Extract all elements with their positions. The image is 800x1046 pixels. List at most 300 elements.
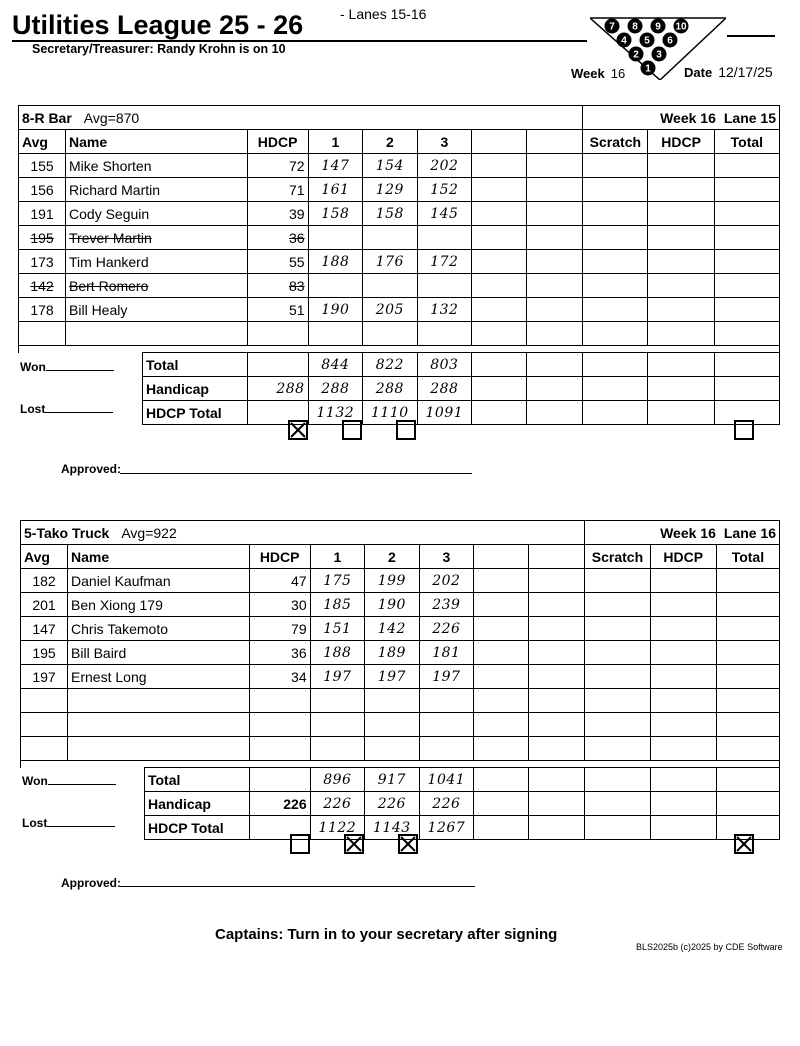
game3-score[interactable]: [419, 737, 474, 761]
scratch-hdcp-total-row[interactable]: [585, 816, 650, 840]
scratch-cell[interactable]: [585, 713, 650, 737]
total-cell[interactable]: [716, 689, 779, 713]
pin-6-label: 6: [667, 35, 673, 47]
table-row: [19, 154, 780, 178]
game2-score[interactable]: 176: [363, 250, 418, 274]
scratch-cell[interactable]: [585, 665, 650, 689]
total-cell[interactable]: [714, 298, 779, 322]
player-hdcp: 34: [249, 665, 310, 689]
game2-score[interactable]: 197: [365, 665, 420, 689]
table-row: [19, 274, 780, 298]
game2-hdcp-total-row[interactable]: 1143: [365, 816, 420, 840]
handicap-row-label: Handicap: [142, 377, 247, 401]
blank-cell: [472, 353, 527, 377]
scratch-total-row[interactable]: [583, 353, 648, 377]
player-hdcp: 39: [247, 202, 308, 226]
game1-score[interactable]: 158: [308, 202, 363, 226]
col-game3-header: 3: [417, 130, 472, 154]
col-scratch-header: Scratch: [585, 545, 650, 569]
game2-win-checkbox[interactable]: [342, 420, 362, 440]
scratch-cell[interactable]: [583, 322, 648, 346]
hdcp-hdcp-total-row[interactable]: [650, 816, 716, 840]
game3-total-row[interactable]: 1041: [419, 768, 474, 792]
game1-score[interactable]: 197: [310, 665, 365, 689]
game2-total-row[interactable]: 822: [363, 353, 418, 377]
team1-team-avg: Avg=870: [83, 109, 140, 126]
player-hdcp: 72: [247, 154, 308, 178]
team2-team-avg: Avg=922: [121, 524, 177, 541]
total-cell[interactable]: [714, 226, 779, 250]
blank-cell: [526, 274, 583, 298]
team1-won-label: Won: [20, 360, 114, 374]
game3-score[interactable]: 145: [417, 202, 472, 226]
table-row: [19, 322, 780, 346]
blank-cell: [472, 178, 527, 202]
total-cell[interactable]: [716, 593, 779, 617]
table-row: [19, 226, 780, 250]
col-game1-header: 1: [310, 545, 365, 569]
blank-cell: [474, 689, 529, 713]
player-avg: 173: [19, 250, 66, 274]
player-avg: [21, 713, 68, 737]
player-name: Cody Seguin: [66, 202, 248, 226]
col-blank-header: [474, 545, 529, 569]
player-avg: 142: [19, 274, 66, 298]
player-name: Trever Martin: [66, 226, 248, 250]
hdcp-cell[interactable]: [648, 322, 714, 346]
col-game2-header: 2: [365, 545, 420, 569]
player-name: Bert Romero: [66, 274, 248, 298]
col-blank-header: [472, 130, 527, 154]
scratch-cell[interactable]: [585, 593, 650, 617]
wl-space: [19, 377, 143, 401]
hdcp-cell[interactable]: [650, 713, 716, 737]
game2-score[interactable]: [365, 737, 420, 761]
total-cell[interactable]: [716, 713, 779, 737]
blank-cell: [526, 178, 583, 202]
blank-cell: [526, 298, 583, 322]
scratch-handicap-row[interactable]: [583, 377, 648, 401]
game3-score[interactable]: 197: [419, 665, 474, 689]
total-row: [19, 353, 780, 377]
pin-7-label: 7: [609, 21, 615, 33]
player-avg: 156: [19, 178, 66, 202]
blank-cell: [528, 569, 585, 593]
game1-score[interactable]: [308, 226, 363, 250]
game3-win-checkbox[interactable]: [398, 834, 418, 854]
total-cell[interactable]: [716, 737, 779, 761]
game3-total-row[interactable]: 803: [417, 353, 472, 377]
blank-cell: [526, 401, 583, 425]
game1-score[interactable]: 161: [308, 178, 363, 202]
league-title: Utilities League 25 - 26: [12, 10, 304, 40]
blank-cell: [472, 202, 527, 226]
scratch-cell[interactable]: [583, 154, 648, 178]
team2-scoresheet: [20, 520, 780, 840]
spacer-row: [21, 761, 780, 768]
game3-score[interactable]: 202: [417, 154, 472, 178]
total-win-checkbox[interactable]: [734, 420, 754, 440]
game3-score[interactable]: [417, 322, 472, 346]
blank-cell: [472, 401, 527, 425]
pin-4-label: 4: [621, 35, 627, 47]
total-cell[interactable]: [716, 569, 779, 593]
pin-8-label: 8: [632, 21, 638, 33]
team2-approved-line[interactable]: [120, 886, 475, 887]
player-avg: 147: [21, 617, 68, 641]
hdcp-total-row[interactable]: [650, 768, 716, 792]
game3-handicap-row[interactable]: 226: [419, 792, 474, 816]
hdcp-cell[interactable]: [648, 250, 714, 274]
blank-cell: [528, 689, 585, 713]
player-name: Tim Hankerd: [66, 250, 248, 274]
player-avg: [21, 737, 68, 761]
game1-hdcp-total-row[interactable]: 1132: [308, 401, 363, 425]
game1-score[interactable]: [308, 322, 363, 346]
captains-instruction: Captains: Turn in to your secretary after signing: [215, 926, 558, 943]
col-game2-header: 2: [363, 130, 418, 154]
hdcp-cell[interactable]: [648, 202, 714, 226]
week-value: 16: [610, 66, 626, 81]
blank-cell: [528, 792, 585, 816]
col-name-header: Name: [68, 545, 250, 569]
scratch-hdcp-total-row[interactable]: [583, 401, 648, 425]
game3-win-checkbox[interactable]: [396, 420, 416, 440]
table-row: [19, 298, 780, 322]
hdcp-total-row[interactable]: [648, 353, 714, 377]
game1-score[interactable]: [310, 737, 365, 761]
game1-total-row[interactable]: 844: [308, 353, 363, 377]
team1-week-lane: [583, 106, 780, 130]
wl-space: [21, 792, 145, 816]
blank-cell: [526, 226, 583, 250]
player-avg: 178: [19, 298, 66, 322]
game2-score[interactable]: [363, 274, 418, 298]
handicap-row-hdcp: 288: [247, 377, 308, 401]
player-avg: 191: [19, 202, 66, 226]
player-avg: 201: [21, 593, 68, 617]
blank-cell: [528, 641, 585, 665]
handicap-row: [21, 792, 780, 816]
table-row: [21, 617, 780, 641]
total-cell[interactable]: [716, 665, 779, 689]
blank-cell: [528, 617, 585, 641]
team1-team-header: [19, 106, 583, 130]
game1-score[interactable]: [310, 689, 365, 713]
team2-won-label: Won: [22, 774, 116, 788]
blank-cell: [472, 322, 527, 346]
check-x-icon: [736, 836, 752, 852]
col-hdcp-total-header: HDCP: [650, 545, 716, 569]
team1-scoresheet: [18, 105, 780, 425]
hdcp-cell[interactable]: [650, 641, 716, 665]
game1-score[interactable]: [308, 274, 363, 298]
player-name: Ernest Long: [68, 665, 250, 689]
total-handicap-row[interactable]: [716, 792, 779, 816]
game1-hdcp-total-row[interactable]: 1122: [310, 816, 365, 840]
game3-score[interactable]: [419, 713, 474, 737]
player-avg: 197: [21, 665, 68, 689]
game1-handicap-row[interactable]: 226: [310, 792, 365, 816]
total-cell[interactable]: [714, 202, 779, 226]
hdcp-cell[interactable]: [648, 226, 714, 250]
check-x-icon: [290, 422, 306, 438]
col-hdcp-header: HDCP: [247, 130, 308, 154]
col-blank-header: [526, 130, 583, 154]
game1-score[interactable]: 175: [310, 569, 365, 593]
game2-score[interactable]: [365, 713, 420, 737]
blank-cell: [474, 569, 529, 593]
game2-score[interactable]: 129: [363, 178, 418, 202]
scratch-cell[interactable]: [583, 298, 648, 322]
blank-cell: [528, 768, 585, 792]
game1-win-checkbox[interactable]: [288, 420, 308, 440]
blank-cell: [474, 816, 529, 840]
player-hdcp: 30: [249, 593, 310, 617]
game2-total-row[interactable]: 917: [365, 768, 420, 792]
col-total-header: Total: [716, 545, 779, 569]
scratch-cell[interactable]: [585, 641, 650, 665]
pin-10-label: 10: [675, 21, 687, 33]
blank-cell: [472, 154, 527, 178]
hdcp-total-row-label: HDCP Total: [144, 816, 249, 840]
pin-5-label: 5: [644, 35, 650, 47]
game2-score[interactable]: 154: [363, 154, 418, 178]
game2-score[interactable]: 189: [365, 641, 420, 665]
team2-lost-label: Lost: [22, 816, 115, 830]
blank-cell: [528, 737, 585, 761]
team1-approved-line[interactable]: [120, 473, 472, 474]
scratch-cell[interactable]: [585, 737, 650, 761]
table-row: [21, 713, 780, 737]
pin-2-label: 2: [633, 49, 639, 61]
hdcp-cell[interactable]: [648, 274, 714, 298]
hdcp-cell[interactable]: [650, 593, 716, 617]
game1-score[interactable]: 188: [308, 250, 363, 274]
team2-approved-label: Approved:: [61, 876, 121, 890]
game2-score[interactable]: 190: [365, 593, 420, 617]
game3-score[interactable]: [419, 689, 474, 713]
col-total-header: Total: [714, 130, 779, 154]
game2-handicap-row[interactable]: 226: [365, 792, 420, 816]
scratch-handicap-row[interactable]: [585, 792, 650, 816]
secretary-label: Secretary/Treasurer: Randy Krohn is on 10: [32, 42, 286, 56]
hdcp-hdcp-total-row[interactable]: [648, 401, 714, 425]
player-avg: 195: [21, 641, 68, 665]
total-cell[interactable]: [714, 322, 779, 346]
handicap-row-hdcp: 226: [249, 792, 310, 816]
pin-9-label: 9: [655, 21, 661, 33]
title-underline-right: [727, 35, 775, 37]
blank-cell: [528, 593, 585, 617]
hdcp-cell[interactable]: [648, 298, 714, 322]
table-row: [21, 689, 780, 713]
date-info: [684, 64, 773, 80]
blank-cell: [526, 202, 583, 226]
game1-win-checkbox[interactable]: [290, 834, 310, 854]
game1-handicap-row[interactable]: 288: [308, 377, 363, 401]
blank-cell: [472, 274, 527, 298]
scratch-cell[interactable]: [585, 617, 650, 641]
hdcp-cell[interactable]: [650, 737, 716, 761]
game2-score[interactable]: [363, 322, 418, 346]
blank-cell: [528, 713, 585, 737]
player-hdcp: [249, 713, 310, 737]
blank-cell: [472, 226, 527, 250]
player-hdcp: 55: [247, 250, 308, 274]
game3-hdcp-total-row[interactable]: 1267: [419, 816, 474, 840]
blank-cell: [528, 816, 585, 840]
player-hdcp: 36: [247, 226, 308, 250]
game2-score[interactable]: 142: [365, 617, 420, 641]
week-info: [571, 66, 625, 81]
player-hdcp: [247, 322, 308, 346]
game2-win-checkbox[interactable]: [344, 834, 364, 854]
total-cell[interactable]: [716, 641, 779, 665]
scratch-cell[interactable]: [585, 689, 650, 713]
total-total-row[interactable]: [714, 353, 779, 377]
game2-handicap-row[interactable]: 288: [363, 377, 418, 401]
game2-score[interactable]: [363, 226, 418, 250]
col-blank-header: [528, 545, 585, 569]
player-hdcp: 36: [249, 641, 310, 665]
hdcp-cell[interactable]: [650, 665, 716, 689]
player-hdcp: [249, 737, 310, 761]
blank-cell: [526, 250, 583, 274]
blank-cell: [526, 322, 583, 346]
player-hdcp: [249, 689, 310, 713]
hdcp-cell[interactable]: [648, 154, 714, 178]
blank-cell: [526, 154, 583, 178]
blank-cell: [472, 377, 527, 401]
player-avg: 195: [19, 226, 66, 250]
scratch-cell[interactable]: [583, 250, 648, 274]
player-avg: 155: [19, 154, 66, 178]
game3-score[interactable]: 202: [419, 569, 474, 593]
game3-score[interactable]: 226: [419, 617, 474, 641]
game3-handicap-row[interactable]: 288: [417, 377, 472, 401]
blank-cell: [474, 665, 529, 689]
scratch-total-row[interactable]: [585, 768, 650, 792]
game3-score[interactable]: [417, 226, 472, 250]
player-name: [66, 322, 248, 346]
col-name-header: Name: [66, 130, 248, 154]
team2-team-header: [21, 521, 585, 545]
total-cell[interactable]: [714, 274, 779, 298]
game2-score[interactable]: 158: [363, 202, 418, 226]
scratch-cell[interactable]: [583, 274, 648, 298]
scratch-cell[interactable]: [585, 569, 650, 593]
hdcp-cell[interactable]: [648, 178, 714, 202]
game3-score[interactable]: 172: [417, 250, 472, 274]
scratch-cell[interactable]: [583, 226, 648, 250]
total-cell[interactable]: [716, 617, 779, 641]
game3-score[interactable]: 152: [417, 178, 472, 202]
date-value: 12/17/25: [718, 64, 773, 80]
table-row: [19, 178, 780, 202]
date-label: Date: [684, 65, 713, 80]
game3-score[interactable]: 239: [419, 593, 474, 617]
col-avg-header: Avg: [21, 545, 68, 569]
week-label: Week: [571, 66, 605, 81]
table-row: [21, 665, 780, 689]
lanes-label: - Lanes 15-16: [340, 6, 427, 22]
blank-cell: [474, 617, 529, 641]
hdcp-cell[interactable]: [650, 617, 716, 641]
total-handicap-row[interactable]: [714, 377, 779, 401]
pin-1-label: 1: [645, 63, 651, 75]
total-cell[interactable]: [714, 250, 779, 274]
col-scratch-header: Scratch: [583, 130, 648, 154]
game1-score[interactable]: [310, 713, 365, 737]
game1-score[interactable]: 185: [310, 593, 365, 617]
col-hdcp-total-header: HDCP: [648, 130, 714, 154]
team1-lane: Lane 15: [723, 109, 776, 126]
game2-score[interactable]: [365, 689, 420, 713]
spacer-row: [19, 346, 780, 353]
team2-lane: Lane 16: [723, 524, 776, 541]
player-avg: 182: [21, 569, 68, 593]
col-avg-header: Avg: [19, 130, 66, 154]
game1-score[interactable]: 147: [308, 154, 363, 178]
hdcp-handicap-row[interactable]: [648, 377, 714, 401]
player-hdcp: 51: [247, 298, 308, 322]
hdcp-handicap-row[interactable]: [650, 792, 716, 816]
scratch-cell[interactable]: [583, 178, 648, 202]
game1-score[interactable]: 190: [308, 298, 363, 322]
game2-score[interactable]: 205: [363, 298, 418, 322]
hdcp-cell[interactable]: [650, 689, 716, 713]
team2-week-lane: [585, 521, 780, 545]
blank-cell: [526, 377, 583, 401]
game1-score[interactable]: 188: [310, 641, 365, 665]
hdcp-total-row-label: HDCP Total: [142, 401, 247, 425]
total-total-row[interactable]: [716, 768, 779, 792]
player-hdcp: 83: [247, 274, 308, 298]
check-x-icon: [400, 836, 416, 852]
team1-lost-label: Lost: [20, 402, 113, 416]
game2-score[interactable]: 199: [365, 569, 420, 593]
game2-hdcp-total-row[interactable]: 1110: [363, 401, 418, 425]
game3-score[interactable]: 132: [417, 298, 472, 322]
player-name: Bill Baird: [68, 641, 250, 665]
total-row-hdcp: [247, 353, 308, 377]
blank-cell: [474, 641, 529, 665]
hdcp-cell[interactable]: [650, 569, 716, 593]
table-row: [21, 569, 780, 593]
player-hdcp: 47: [249, 569, 310, 593]
total-cell[interactable]: [714, 154, 779, 178]
game1-score[interactable]: 151: [310, 617, 365, 641]
team1-team-name: 8-R Bar: [22, 109, 72, 126]
table-row: [19, 250, 780, 274]
total-row-label: Total: [144, 768, 249, 792]
blank-cell: [528, 665, 585, 689]
blank-cell: [472, 298, 527, 322]
table-row: [21, 641, 780, 665]
blank-cell: [474, 737, 529, 761]
game3-score[interactable]: [417, 274, 472, 298]
game1-total-row[interactable]: 896: [310, 768, 365, 792]
total-row: [21, 768, 780, 792]
game3-hdcp-total-row[interactable]: 1091: [417, 401, 472, 425]
scratch-cell[interactable]: [583, 202, 648, 226]
blank-cell: [474, 768, 529, 792]
game3-score[interactable]: 181: [419, 641, 474, 665]
total-win-checkbox[interactable]: [734, 834, 754, 854]
player-name: Chris Takemoto: [68, 617, 250, 641]
total-cell[interactable]: [714, 178, 779, 202]
